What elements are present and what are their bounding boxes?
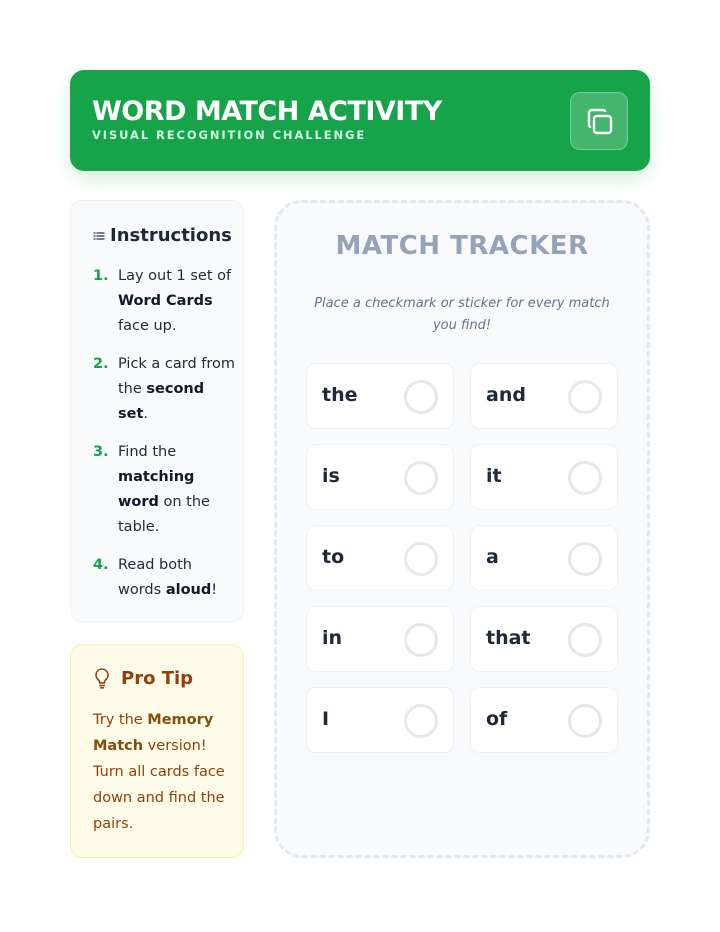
lightbulb-icon bbox=[93, 667, 111, 689]
step-number: 4. bbox=[93, 557, 109, 573]
step-text: Read both words aloud! bbox=[118, 557, 218, 598]
list-item bbox=[93, 352, 238, 427]
word-label: I bbox=[322, 708, 330, 730]
list-icon bbox=[93, 230, 105, 242]
check-circle[interactable] bbox=[404, 461, 438, 495]
step-number: 3. bbox=[93, 444, 109, 460]
tracker-description: Place a checkmark or sticker for every match you find! bbox=[314, 296, 610, 333]
step-text: Find the matching word on the table. bbox=[118, 444, 210, 535]
word-label: that bbox=[486, 627, 531, 649]
word-label: of bbox=[486, 708, 508, 730]
word-card bbox=[470, 444, 618, 510]
tracker-title: MATCH TRACKER bbox=[335, 231, 589, 261]
word-card bbox=[470, 606, 618, 672]
check-circle[interactable] bbox=[404, 380, 438, 414]
step-text: Lay out 1 set of Word Cards face up. bbox=[118, 268, 232, 334]
page-subtitle: VISUAL RECOGNITION CHALLENGE bbox=[92, 128, 367, 142]
word-card bbox=[306, 687, 454, 753]
word-label: a bbox=[486, 546, 499, 568]
word-label: it bbox=[486, 465, 502, 487]
instructions-title: Instructions bbox=[110, 225, 232, 246]
word-label: in bbox=[322, 627, 343, 649]
list-item bbox=[93, 264, 238, 339]
pro-tip-title: Pro Tip bbox=[121, 667, 194, 689]
word-card bbox=[306, 444, 454, 510]
copy-icon bbox=[570, 92, 628, 150]
check-circle[interactable] bbox=[404, 623, 438, 657]
word-card bbox=[306, 363, 454, 429]
instructions-heading bbox=[93, 225, 232, 246]
check-circle[interactable] bbox=[568, 542, 602, 576]
steps-list bbox=[93, 264, 238, 616]
word-label: and bbox=[486, 384, 526, 406]
word-label: to bbox=[322, 546, 345, 568]
word-card bbox=[306, 525, 454, 591]
instructions-panel bbox=[70, 200, 244, 622]
word-card bbox=[470, 687, 618, 753]
check-circle[interactable] bbox=[568, 461, 602, 495]
match-tracker bbox=[274, 200, 650, 858]
word-card bbox=[306, 606, 454, 672]
step-number: 2. bbox=[93, 356, 109, 372]
pro-tip-panel bbox=[70, 644, 244, 858]
list-item bbox=[93, 553, 238, 603]
word-label: the bbox=[322, 384, 358, 406]
word-card bbox=[470, 363, 618, 429]
pro-tip-text: Try the Memory Match version! Turn all cards face down and find the pairs. bbox=[93, 712, 225, 832]
page-title: WORD MATCH ACTIVITY bbox=[92, 96, 442, 127]
check-circle[interactable] bbox=[404, 542, 438, 576]
word-card bbox=[470, 525, 618, 591]
check-circle[interactable] bbox=[568, 704, 602, 738]
step-number: 1. bbox=[93, 268, 109, 284]
check-circle[interactable] bbox=[404, 704, 438, 738]
step-text: Pick a card from the second set. bbox=[118, 356, 236, 422]
word-label: is bbox=[322, 465, 340, 487]
check-circle[interactable] bbox=[568, 380, 602, 414]
list-item bbox=[93, 440, 238, 540]
check-circle[interactable] bbox=[568, 623, 602, 657]
pro-tip-heading bbox=[93, 667, 193, 689]
header-banner bbox=[70, 70, 650, 171]
